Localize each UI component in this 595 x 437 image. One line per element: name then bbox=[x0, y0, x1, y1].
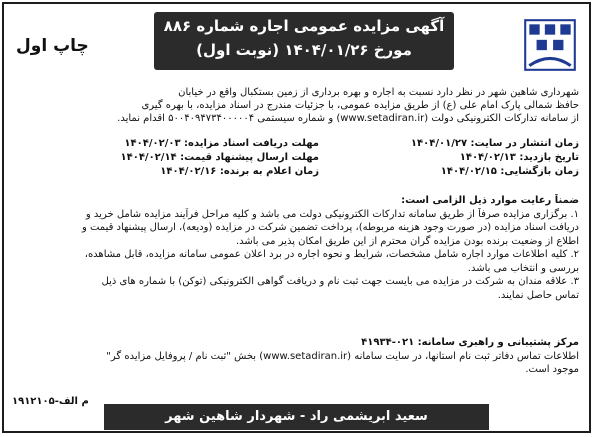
condition-1-line-2: دریافت اسناد مزایده (در صورت وجود هزینه مربوطه)، پرداخت تضمین شرکت در مزایده (ودیعه)، ارسال پیشنهاد قیمت و bbox=[81, 222, 579, 233]
municipality-logo-icon bbox=[519, 14, 581, 76]
contact-line-2: موجود است. bbox=[525, 364, 579, 375]
intro-paragraph bbox=[14, 86, 579, 125]
condition-3-line-2: تماس حاصل نمایند. bbox=[497, 289, 579, 301]
condition-2-line-1: ۲. کلیه اطلاعات موارد اجاره شامل مشخصات، شرایط و نحوه اجاره در برد اعلان عمومی سامانه مزایده، قابل مشاهده، bbox=[84, 249, 579, 260]
publish-date: زمان انتشار در سایت: ۱۴۰۴/۰۱/۲۷ bbox=[410, 138, 579, 149]
conditions-block bbox=[14, 194, 579, 302]
dates-block bbox=[14, 138, 579, 194]
condition-1-line-3: اطلاع از وضعیت برنده بودن مزایده گران محترم از این طریق امکان پذیر می باشد. bbox=[235, 235, 579, 247]
title-banner bbox=[154, 12, 454, 70]
contact-block bbox=[14, 336, 579, 377]
bid-deadline: مهلت ارسال پیشنهاد قیمت: ۱۴۰۴/۰۲/۱۴ bbox=[120, 152, 319, 163]
winner-announce-date: زمان اعلام به برنده: ۱۴۰۴/۰۲/۱۶ bbox=[160, 166, 319, 177]
condition-3-line-1: ۳. علاقه مندان به شرکت در مزایده می بایست جهت ثبت نام و دریافت گواهی الکترونیکی (توکن) با شماره های ذیل bbox=[101, 276, 579, 287]
edition-label: چاپ اول bbox=[16, 36, 89, 56]
title-line-1: آگهی مزایده عمومی اجاره شماره ۸۸۶ bbox=[163, 17, 445, 35]
intro-line-2: حافظ شمالی پارک امام علی (ع) از طریق مزایده عمومی، با جزئیات مندرج در اسناد مزایده، با بهره گیری bbox=[141, 100, 579, 111]
title-line-2: مورخ ۱۴۰۴/۰۱/۲۶ (نوبت اول) bbox=[196, 41, 412, 59]
docs-deadline: مهلت دریافت اسناد مزایده: ۱۴۰۴/۰۲/۰۳ bbox=[124, 138, 319, 149]
opening-date: زمان بازگشایی: ۱۴۰۴/۰۲/۱۵ bbox=[440, 166, 579, 177]
signature-banner: سعید ابریشمی راد - شهردار شاهین شهر bbox=[104, 404, 489, 430]
intro-line-3: از سامانه تدارکات الکترونیکی دولت (www.setadiran.ir) و شماره سیستمی ۵۰۰۴۰۹۴۷۳۴۰۰۰۰۰۴ اقدام نماید. bbox=[117, 113, 579, 124]
notice-frame bbox=[2, 2, 591, 433]
visit-date: تاریخ بازدید: ۱۴۰۴/۰۲/۱۳ bbox=[459, 152, 579, 163]
condition-1-line-1: ۱. برگزاری مزایده صرفاً از طریق سامانه تدارکات الکترونیکی دولت می باشد و کلیه مراحل فرآیند مزایده شامل خرید و bbox=[85, 208, 579, 220]
conditions-heading: ضمناً رعایت موارد ذیل الزامی است: bbox=[401, 195, 579, 206]
reference-code: م الف-۱۹۱۲۱۰۵ bbox=[12, 396, 89, 407]
intro-line-1: شهرداری شاهین شهر در نظر دارد نسبت به اجاره و بهره برداری از زمین بستکبال واقع در خیابان bbox=[178, 87, 579, 98]
support-center: مرکز پشتیبانی و راهبری سامانه: ۰۲۱-۴۱۹۳۴ bbox=[361, 337, 579, 348]
condition-2-line-2: بررسی و انتخاب می باشد. bbox=[467, 262, 579, 274]
contact-line-1: اطلاعات تماس دفاتر ثبت نام استانها، در سایت سامانه (www.setadiran.ir) بخش "ثبت نام / پروفایل مزایده گر" bbox=[106, 350, 579, 362]
